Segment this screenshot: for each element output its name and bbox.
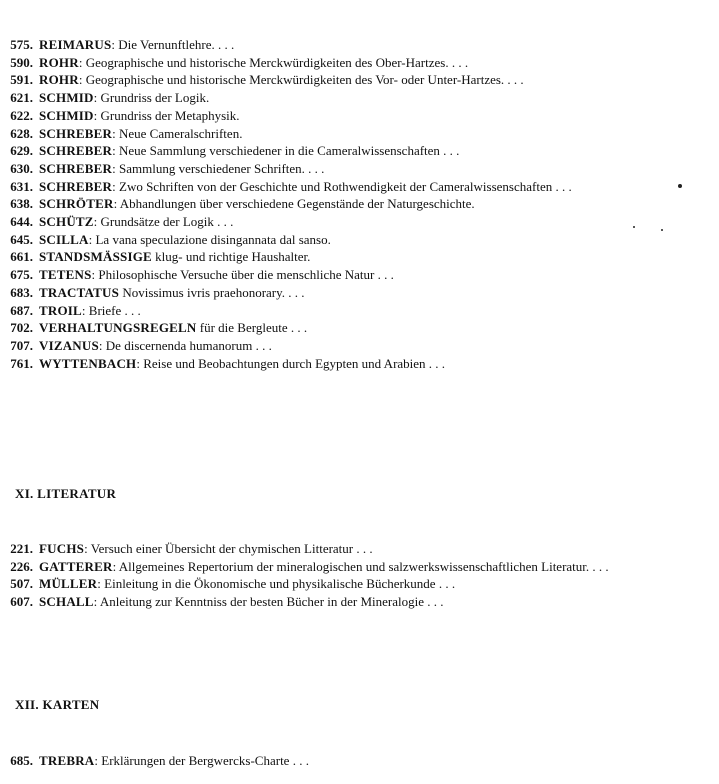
entry-author: VERHALTUNGSREGELN [39, 320, 197, 336]
catalog-entry [0, 558, 705, 576]
entry-title: Reise und Beobachtungen durch Egypten und Arabien . . . [143, 355, 446, 371]
entry-number: 607. [10, 594, 33, 610]
catalog-entry [0, 319, 700, 337]
entry-title: Novissimus ivris praehonorary. . . . [122, 284, 305, 300]
entry-body [39, 248, 700, 266]
entry-body [39, 36, 700, 54]
catalog-entry [0, 213, 700, 231]
entry-author: SCHREBER [39, 143, 113, 159]
entry-number: 226. [10, 558, 33, 574]
entry-separator: : [93, 90, 101, 106]
entry-number: 644. [10, 214, 33, 230]
entry-number: 628. [10, 125, 33, 141]
entry-body [39, 231, 700, 249]
entry-separator: : [112, 160, 119, 176]
section-heading-karten: XII. KARTEN [15, 697, 100, 712]
entry-separator: : [94, 753, 102, 768]
catalog-entry [0, 248, 700, 266]
entry-author: STANDSMÄSSIGE [39, 249, 152, 265]
entry-title: Einleitung in die Ökonomische und physikalische Bücherkunde . . . [104, 576, 456, 592]
entry-author: TREBRA [39, 753, 95, 768]
entry-number: 507. [10, 576, 33, 592]
entry-number: 661. [10, 249, 33, 265]
catalog-entry [0, 575, 705, 593]
entry-number: 629. [10, 143, 33, 159]
entry-body [39, 71, 700, 89]
entry-number: 638. [10, 196, 33, 212]
entry-body [39, 337, 700, 355]
catalog-entry [0, 125, 700, 143]
catalog-entry [0, 107, 700, 125]
catalog-entry [0, 266, 700, 284]
catalog-entry [0, 89, 700, 107]
entry-number: 675. [10, 267, 33, 283]
entry-separator: : [112, 558, 119, 574]
entry-list-literatur [0, 540, 705, 611]
section-heading-literatur: XI. LITERATUR [15, 486, 117, 501]
catalog-entry [0, 752, 700, 770]
entry-author: WYTTENBACH [39, 355, 137, 371]
entry-title: Neue Cameralschriften. [119, 125, 243, 141]
catalog-entry [0, 54, 700, 72]
entry-body [39, 160, 700, 178]
entry-number: 761. [10, 355, 33, 371]
entry-title: Geographische und historische Merckwürdigkeiten des Ober-Hartzes. . . . [85, 54, 469, 70]
entry-number: 645. [10, 231, 33, 247]
entry-separator: : [91, 267, 99, 283]
entry-title: Sammlung verschiedener Schriften. . . . [119, 160, 325, 176]
entry-body [39, 266, 700, 284]
catalog-entry [0, 593, 705, 611]
entry-body [39, 142, 700, 160]
entry-body [39, 213, 700, 231]
entry-body [39, 752, 700, 770]
entry-author: SCHÜTZ [39, 214, 94, 230]
entry-author: ROHR [39, 72, 79, 88]
entry-number: 575. [10, 37, 33, 52]
entry-author: SCHALL [39, 594, 94, 610]
entry-title: Zwo Schriften von der Geschichte und Rothwendigkeit der Cameralwissenschaften . . . [119, 178, 572, 194]
entry-author: VIZANUS [39, 337, 99, 353]
entry-body [39, 558, 705, 576]
entry-number: 683. [10, 284, 33, 300]
entry-author: TROIL [39, 302, 82, 318]
entry-number: 707. [10, 337, 33, 353]
entry-author: SCHRÖTER [39, 196, 114, 212]
entry-body [39, 54, 700, 72]
entry-title: Anleitung zur Kenntniss der besten Bücher in der Mineralogie . . . [99, 594, 444, 610]
entry-author: ROHR [39, 54, 79, 70]
entry-body [39, 107, 700, 125]
catalog-entry [0, 337, 700, 355]
entry-number: 630. [10, 160, 33, 176]
entry-separator: : [113, 196, 120, 212]
entry-author: SCILLA [39, 231, 89, 247]
entry-separator: : [88, 231, 96, 247]
entry-body [39, 284, 700, 302]
entry-separator: : [98, 337, 106, 353]
entry-separator: : [112, 143, 119, 159]
scan-speck [661, 229, 663, 231]
entry-author: MÜLLER [39, 576, 98, 592]
entry-separator: : [93, 214, 101, 230]
entry-title: für die Bergleute . . . [199, 320, 308, 336]
entry-title: Geographische und historische Merckwürdigkeiten des Vor- oder Unter-Hartzes. . . . [85, 72, 524, 88]
entry-body [39, 125, 700, 143]
entry-number: 221. [10, 541, 33, 556]
entry-author: GATTERER [39, 558, 113, 574]
entry-title: Neue Sammlung verschiedener in die Cameralwissenschaften . . . [119, 143, 460, 159]
scan-speck [633, 226, 635, 228]
entry-body [39, 355, 700, 373]
entry-body [39, 302, 700, 320]
entry-author: TRACTATUS [39, 284, 120, 300]
entry-number: 590. [10, 54, 33, 70]
entry-body [39, 540, 705, 558]
entry-title: Grundriss der Metaphysik. [100, 107, 240, 123]
entry-body [39, 178, 700, 196]
entry-title: La vana speculazione disingannata dal sanso. [95, 231, 331, 247]
catalog-entry [0, 540, 705, 558]
entry-title: Allgemeines Repertorium der mineralogischen und salzwerkswissenschaftlichen Literatur. . . . [118, 558, 609, 574]
entry-body [39, 89, 700, 107]
catalog-entry [0, 160, 700, 178]
entry-separator: : [97, 576, 105, 592]
entry-separator: : [78, 72, 86, 88]
entry-separator: : [136, 355, 144, 371]
entry-separator: : [112, 125, 119, 141]
catalog-entry [0, 284, 700, 302]
entry-title: Die Vernunftlehre. . . . [118, 37, 235, 52]
entry-title: Philosophische Versuche über die menschliche Natur . . . [98, 267, 394, 283]
entry-separator: : [84, 541, 91, 556]
catalog-entry [0, 142, 700, 160]
entry-list-main [0, 36, 700, 372]
entry-title: klug- und richtige Haushalter. [155, 249, 311, 265]
catalog-entry [0, 355, 700, 373]
entry-title: Briefe . . . [88, 302, 141, 318]
entry-number: 702. [10, 320, 33, 336]
entry-title: De discernenda humanorum . . . [105, 337, 272, 353]
catalog-entry [0, 195, 700, 213]
entry-author: SCHMID [39, 107, 94, 123]
entry-separator: : [112, 178, 119, 194]
entry-body [39, 195, 700, 213]
entry-title: Grundriss der Logik. [100, 90, 210, 106]
entry-body [39, 575, 705, 593]
entry-number: 591. [10, 72, 33, 88]
entry-author: SCHREBER [39, 125, 113, 141]
entry-author: SCHMID [39, 90, 94, 106]
entry-separator: : [93, 594, 100, 610]
entry-title: Grundsätze der Logik . . . [100, 214, 234, 230]
entry-separator: : [93, 107, 101, 123]
catalog-entry [0, 231, 700, 249]
catalog-entry [0, 36, 700, 54]
entry-number: 621. [10, 90, 33, 106]
entry-body [39, 319, 700, 337]
entry-author: SCHREBER [39, 178, 113, 194]
entry-number: 631. [10, 178, 33, 194]
entry-author: REIMARUS [39, 37, 112, 52]
catalog-entry [0, 71, 700, 89]
entry-author: SCHREBER [39, 160, 113, 176]
entry-number: 687. [10, 302, 33, 318]
catalog-entry [0, 178, 700, 196]
entry-author: TETENS [39, 267, 92, 283]
entry-title: Versuch einer Übersicht der chymischen Litteratur . . . [90, 541, 373, 556]
scan-speck [678, 184, 682, 188]
entry-author: FUCHS [39, 541, 85, 556]
entry-number: 685. [10, 753, 33, 768]
entry-separator: : [81, 302, 89, 318]
entry-number: 622. [10, 107, 33, 123]
entry-separator: : [111, 37, 119, 52]
entry-body [39, 593, 705, 611]
entry-list-karten [0, 752, 700, 770]
entry-title: Erklärungen der Bergwercks-Charte . . . [101, 753, 309, 768]
entry-title: Abhandlungen über verschiedene Gegenstände der Naturgeschichte. [119, 196, 475, 212]
entry-separator: : [78, 54, 86, 70]
catalog-entry [0, 302, 700, 320]
